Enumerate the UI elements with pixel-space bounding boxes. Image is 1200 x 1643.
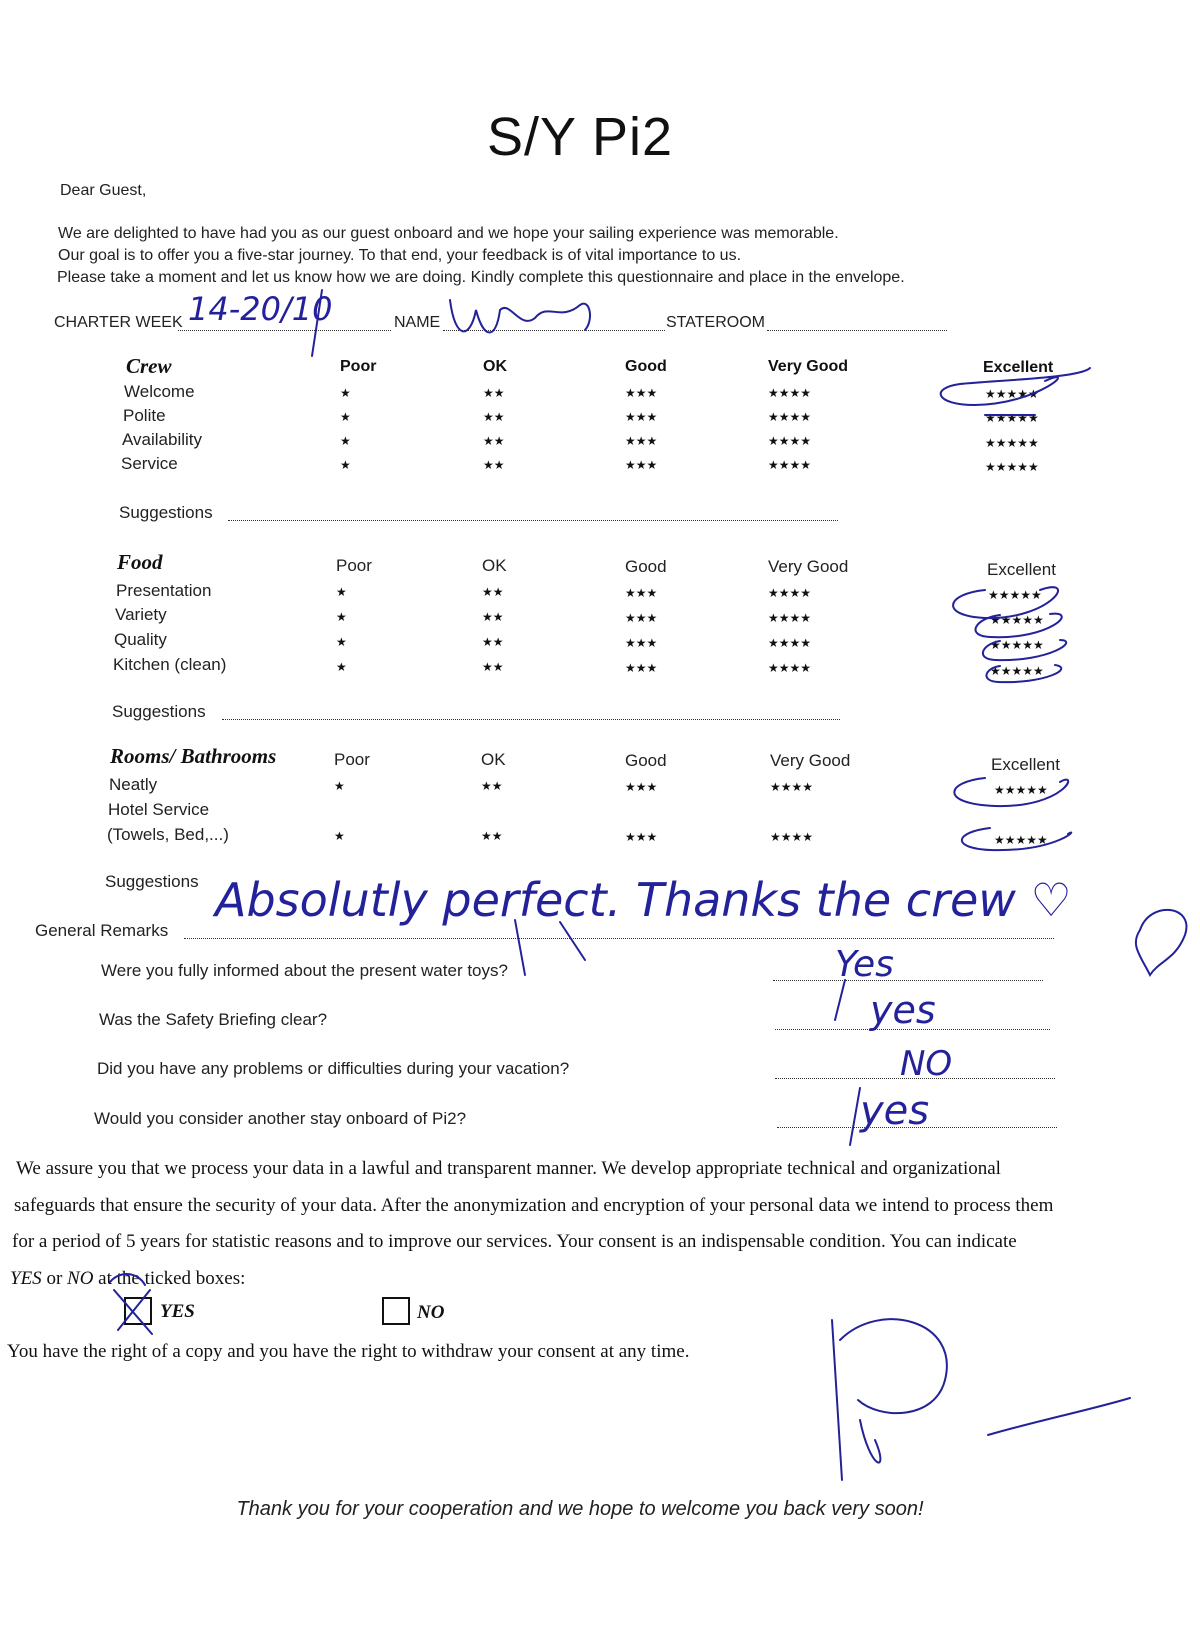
consent-yes-check-mark — [114, 1290, 152, 1334]
question-another-stay: Would you consider another stay onboard of Pi2? — [94, 1109, 467, 1128]
star-rating-1[interactable]: ★ — [336, 660, 347, 674]
star-rating-4[interactable]: ★★★★ — [770, 780, 814, 794]
question-water-toys: Were you fully informed about the present water toys? — [101, 961, 508, 980]
star-rating-5[interactable]: ★★★★★ — [994, 833, 1048, 847]
star-rating-1[interactable]: ★ — [340, 458, 351, 472]
intro-line-3: Please take a moment and let us know how we are doing. Kindly complete this questionnaire and place in the envelope. — [57, 269, 905, 286]
star-rating-4[interactable]: ★★★★ — [768, 434, 812, 448]
food-quality-circle — [983, 640, 1066, 660]
crew-row-availability: Availability — [122, 430, 203, 449]
star-rating-2[interactable]: ★★ — [483, 434, 505, 448]
star-rating-5[interactable]: ★★★★★ — [988, 588, 1042, 602]
crew-header-very-good: Very Good — [768, 358, 849, 375]
star-rating-3[interactable]: ★★★ — [625, 434, 658, 448]
charter-week-label: CHARTER WEEK — [54, 314, 183, 331]
crew-row-polite: Polite — [123, 406, 166, 425]
consent-line-1: We assure you that we process your data in a lawful and transparent manner. We develop appropriate technical and organizational — [16, 1158, 1001, 1179]
food-header-poor: Poor — [336, 556, 372, 575]
rooms-row-neatly: Neatly — [109, 775, 158, 794]
star-rating-4[interactable]: ★★★★ — [768, 586, 812, 600]
star-rating-1[interactable]: ★ — [336, 585, 347, 599]
food-header-excellent: Excellent — [987, 560, 1056, 579]
yacht-title: S/Y Pi2 — [486, 107, 674, 167]
signature — [832, 1319, 1130, 1480]
star-rating-4[interactable]: ★★★★ — [770, 830, 814, 844]
star-rating-3[interactable]: ★★★ — [625, 780, 658, 794]
star-rating-2[interactable]: ★★ — [482, 585, 504, 599]
answer-problems[interactable]: NO — [900, 1044, 953, 1084]
star-rating-1[interactable]: ★ — [336, 635, 347, 649]
food-row-kitchen: Kitchen (clean) — [113, 655, 227, 674]
heart-mark — [1136, 910, 1187, 975]
star-rating-4[interactable]: ★★★★ — [768, 611, 812, 625]
star-rating-2[interactable]: ★★ — [482, 610, 504, 624]
consent-yes-label: YES — [160, 1301, 195, 1322]
crew-row-welcome: Welcome — [124, 382, 195, 401]
answer-safety-briefing[interactable]: yes — [870, 988, 936, 1032]
charter-week-slash-mark — [312, 290, 322, 356]
star-rating-4[interactable]: ★★★★ — [768, 636, 812, 650]
crew-header-excellent: Excellent — [983, 359, 1054, 376]
rooms-suggestions-label: Suggestions — [105, 872, 199, 891]
star-rating-4[interactable]: ★★★★ — [768, 386, 812, 400]
star-rating-3[interactable]: ★★★ — [625, 386, 658, 400]
remarks-stroke — [515, 920, 525, 975]
star-rating-5[interactable]: ★★★★★ — [990, 664, 1044, 678]
charter-week-value[interactable]: 14-20/10 — [188, 290, 333, 328]
consent-yes-check-hook — [110, 1274, 145, 1285]
star-rating-1[interactable]: ★ — [340, 386, 351, 400]
stateroom-label: STATEROOM — [666, 314, 765, 331]
star-rating-3[interactable]: ★★★ — [625, 410, 658, 424]
star-rating-1[interactable]: ★ — [340, 410, 351, 424]
star-rating-5[interactable]: ★★★★★ — [994, 783, 1048, 797]
thanks-message: Thank you for your cooperation and we hope to welcome you back very soon! — [236, 1498, 924, 1520]
star-rating-1[interactable]: ★ — [334, 829, 345, 843]
star-rating-2[interactable]: ★★ — [483, 458, 505, 472]
food-variety-circle — [976, 614, 1062, 638]
star-rating-2[interactable]: ★★ — [483, 386, 505, 400]
star-rating-3[interactable]: ★★★ — [625, 458, 658, 472]
intro-line-1: We are delighted to have had you as our guest onboard and we hope your sailing experience was memorable. — [58, 225, 839, 242]
food-section-title: Food — [117, 550, 163, 574]
crew-row-service: Service — [121, 454, 178, 473]
star-rating-3[interactable]: ★★★ — [625, 586, 658, 600]
star-rating-3[interactable]: ★★★ — [625, 636, 658, 650]
consent-tail: at the ticked boxes: — [98, 1268, 246, 1289]
food-header-good: Good — [625, 557, 667, 576]
general-remarks-value[interactable]: Absolutly perfect. Thanks the crew ♡ — [215, 873, 1072, 927]
star-rating-5[interactable]: ★★★★★ — [990, 613, 1044, 627]
consent-right-text: You have the right of a copy and you have the right to withdraw your consent at any time. — [7, 1341, 690, 1362]
greeting: Dear Guest, — [60, 182, 147, 199]
crew-header-good: Good — [625, 358, 667, 375]
rooms-header-good: Good — [625, 751, 667, 770]
question-problems: Did you have any problems or difficulties during your vacation? — [97, 1059, 570, 1078]
rooms-hotel-circle — [962, 828, 1071, 850]
star-rating-1[interactable]: ★ — [340, 434, 351, 448]
star-rating-4[interactable]: ★★★★ — [768, 458, 812, 472]
consent-or-word: or — [46, 1268, 63, 1289]
consent-yes-word: YES — [10, 1268, 42, 1289]
star-rating-5[interactable]: ★★★★★ — [985, 436, 1039, 450]
star-rating-5[interactable]: ★★★★★ — [985, 387, 1039, 401]
consent-no-label: NO — [417, 1302, 445, 1323]
star-rating-3[interactable]: ★★★ — [625, 830, 658, 844]
name-label: NAME — [394, 314, 441, 331]
answer-another-stay[interactable]: yes — [860, 1088, 930, 1134]
food-row-variety: Variety — [115, 605, 167, 624]
rooms-header-very-good: Very Good — [770, 751, 851, 770]
food-presentation-circle — [953, 587, 1058, 618]
food-kitchen-circle — [986, 665, 1061, 682]
star-rating-5[interactable]: ★★★★★ — [990, 638, 1044, 652]
star-rating-5[interactable]: ★★★★★ — [985, 411, 1039, 425]
consent-line-3: for a period of 5 years for statistic reasons and to improve our services. Your consent is an indispensable condition. You can indicate — [12, 1231, 1017, 1252]
question-safety-briefing: Was the Safety Briefing clear? — [99, 1010, 328, 1029]
crew-welcome-circle — [941, 368, 1090, 405]
answer-water-toys[interactable]: Yes — [835, 944, 894, 985]
food-header-very-good: Very Good — [768, 557, 849, 576]
rooms-header-ok: OK — [481, 750, 506, 769]
star-rating-3[interactable]: ★★★ — [625, 611, 658, 625]
star-rating-2[interactable]: ★★ — [482, 660, 504, 674]
rooms-header-poor: Poor — [334, 750, 370, 769]
food-header-ok: OK — [482, 556, 507, 575]
food-row-presentation: Presentation — [116, 581, 212, 600]
star-rating-4[interactable]: ★★★★ — [768, 661, 812, 675]
star-rating-3[interactable]: ★★★ — [625, 661, 658, 675]
answer-slash-2 — [850, 1088, 860, 1145]
crew-header-poor: Poor — [340, 358, 377, 375]
rooms-header-excellent: Excellent — [991, 755, 1060, 774]
star-rating-2[interactable]: ★★ — [482, 635, 504, 649]
star-rating-4[interactable]: ★★★★ — [768, 410, 812, 424]
star-rating-2[interactable]: ★★ — [481, 779, 503, 793]
star-rating-2[interactable]: ★★ — [483, 410, 505, 424]
remarks-stroke-2 — [560, 922, 585, 960]
star-rating-2[interactable]: ★★ — [481, 829, 503, 843]
food-suggestions-label: Suggestions — [112, 702, 206, 721]
intro-line-2: Our goal is to offer you a five-star journey. To that end, your feedback is of vital importance to us. — [58, 247, 742, 264]
consent-no-word: NO — [67, 1268, 94, 1289]
answer-slash-1 — [835, 980, 845, 1020]
consent-line-2: safeguards that ensure the security of your data. After the anonymization and encryption of your personal data we intend to process them — [14, 1195, 1054, 1216]
rooms-row-hotel-service: Hotel Service — [108, 800, 210, 819]
star-rating-1[interactable]: ★ — [334, 779, 345, 793]
name-scribble — [450, 300, 590, 333]
crew-section-title: Crew — [126, 354, 172, 378]
general-remarks-label: General Remarks — [35, 921, 169, 940]
rooms-row-towels-bed: (Towels, Bed,...) — [107, 825, 229, 844]
rooms-section-title: Rooms/ Bathrooms — [110, 744, 277, 768]
crew-suggestions-label: Suggestions — [119, 503, 213, 522]
crew-header-ok: OK — [483, 358, 507, 375]
star-rating-1[interactable]: ★ — [336, 610, 347, 624]
rooms-neatly-circle — [954, 778, 1068, 806]
food-row-quality: Quality — [114, 630, 167, 649]
star-rating-5[interactable]: ★★★★★ — [985, 460, 1039, 474]
